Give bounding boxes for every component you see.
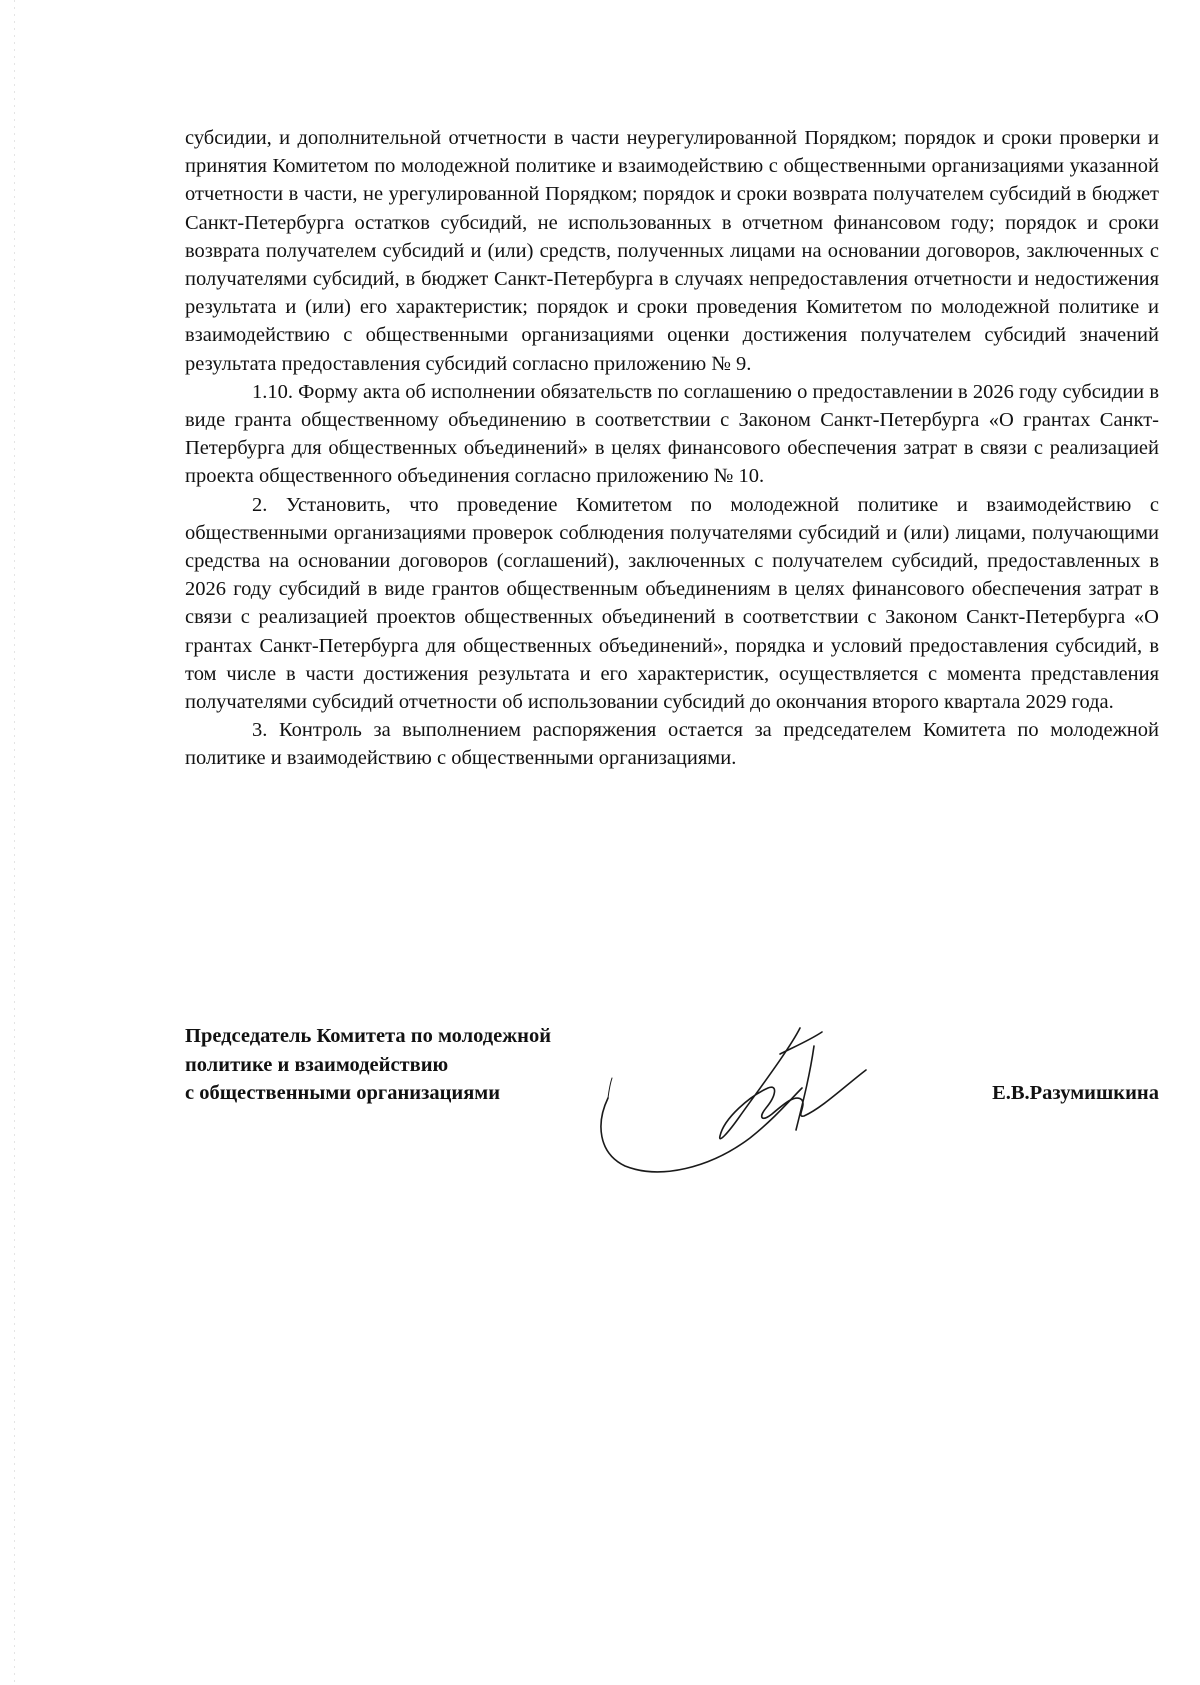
position-line: политике и взаимодействию <box>185 1053 449 1076</box>
position-line: Председатель Комитета по молодежной <box>185 1025 552 1047</box>
signatory-position <box>185 1022 645 1108</box>
document-body <box>185 124 1159 773</box>
scan-edge-artifact <box>14 0 15 1685</box>
paragraph-3: 3. Контроль за выполнением распоряжения остается за председателем Комитета по молодежной политике и взаимодействию с общественными организациями. <box>185 719 1159 770</box>
position-line: с общественными организациями <box>185 1082 501 1104</box>
signature-block <box>185 1022 1159 1162</box>
signatory-name: Е.В.Разумишкина <box>992 1082 1159 1104</box>
paragraph-2: 2. Установить, что проведение Комитетом по молодежной политике и взаимодействию с общественными организациями проверок соблюдения получателями субсидий и (или) лицами, получающими средства на основании договоров (соглашений), заключенных с получателем субсидий, предоставленных в 2026 году субсидий в виде грантов общественным объединениям в целях финансового обеспечения затрат в связи с реализацией проектов общественных объединений в соответствии с Законом Санкт-Петербурга «О грантах Санкт-Петербурга для общественных объединений», порядка и условий предоставления субсидий, в том числе в части достижения результата и его характеристик, осуществляется с момента представления получателями субсидий отчетности об использовании субсидий до окончания второго квартала 2029 года. <box>185 493 1159 714</box>
handwritten-signature-icon <box>590 1018 890 1188</box>
paragraph-continuation: субсидии, и дополнительной отчетности в части неурегулированной Порядком; порядок и сроки проверки и принятия Комитетом по молодежной политике и взаимодействию с общественными организациями указанной отчетности в части, не урегулированной Порядком; порядок и сроки возврата получателем субсидий в бюджет Санкт-Петербурга остатков субсидий, не использованных в отчетном финансовом году; порядок и сроки возврата получателем субсидий и (или) средств, полученных лицами на основании договоров, заключенных с получателями субсидий, в бюджет Санкт-Петербурга в случаях непредоставления отчетности и недостижения результата и (или) его характеристик; порядок и сроки проведения Комитетом по молодежной политике и взаимодействию с общественными организациями оценки достижения получателем субсидий значений результата предоставления субсидий согласно приложению № 9. <box>185 127 1159 375</box>
paragraph-1-10: 1.10. Форму акта об исполнении обязательств по соглашению о предоставлении в 2026 году субсидии в виде гранта общественному объединению в соответствии с Законом Санкт-Петербурга «О грантах Санкт-Петербурга для общественных объединений» в целях финансового обеспечения затрат в связи с реализацией проекта общественного объединения согласно приложению № 10. <box>185 380 1159 488</box>
